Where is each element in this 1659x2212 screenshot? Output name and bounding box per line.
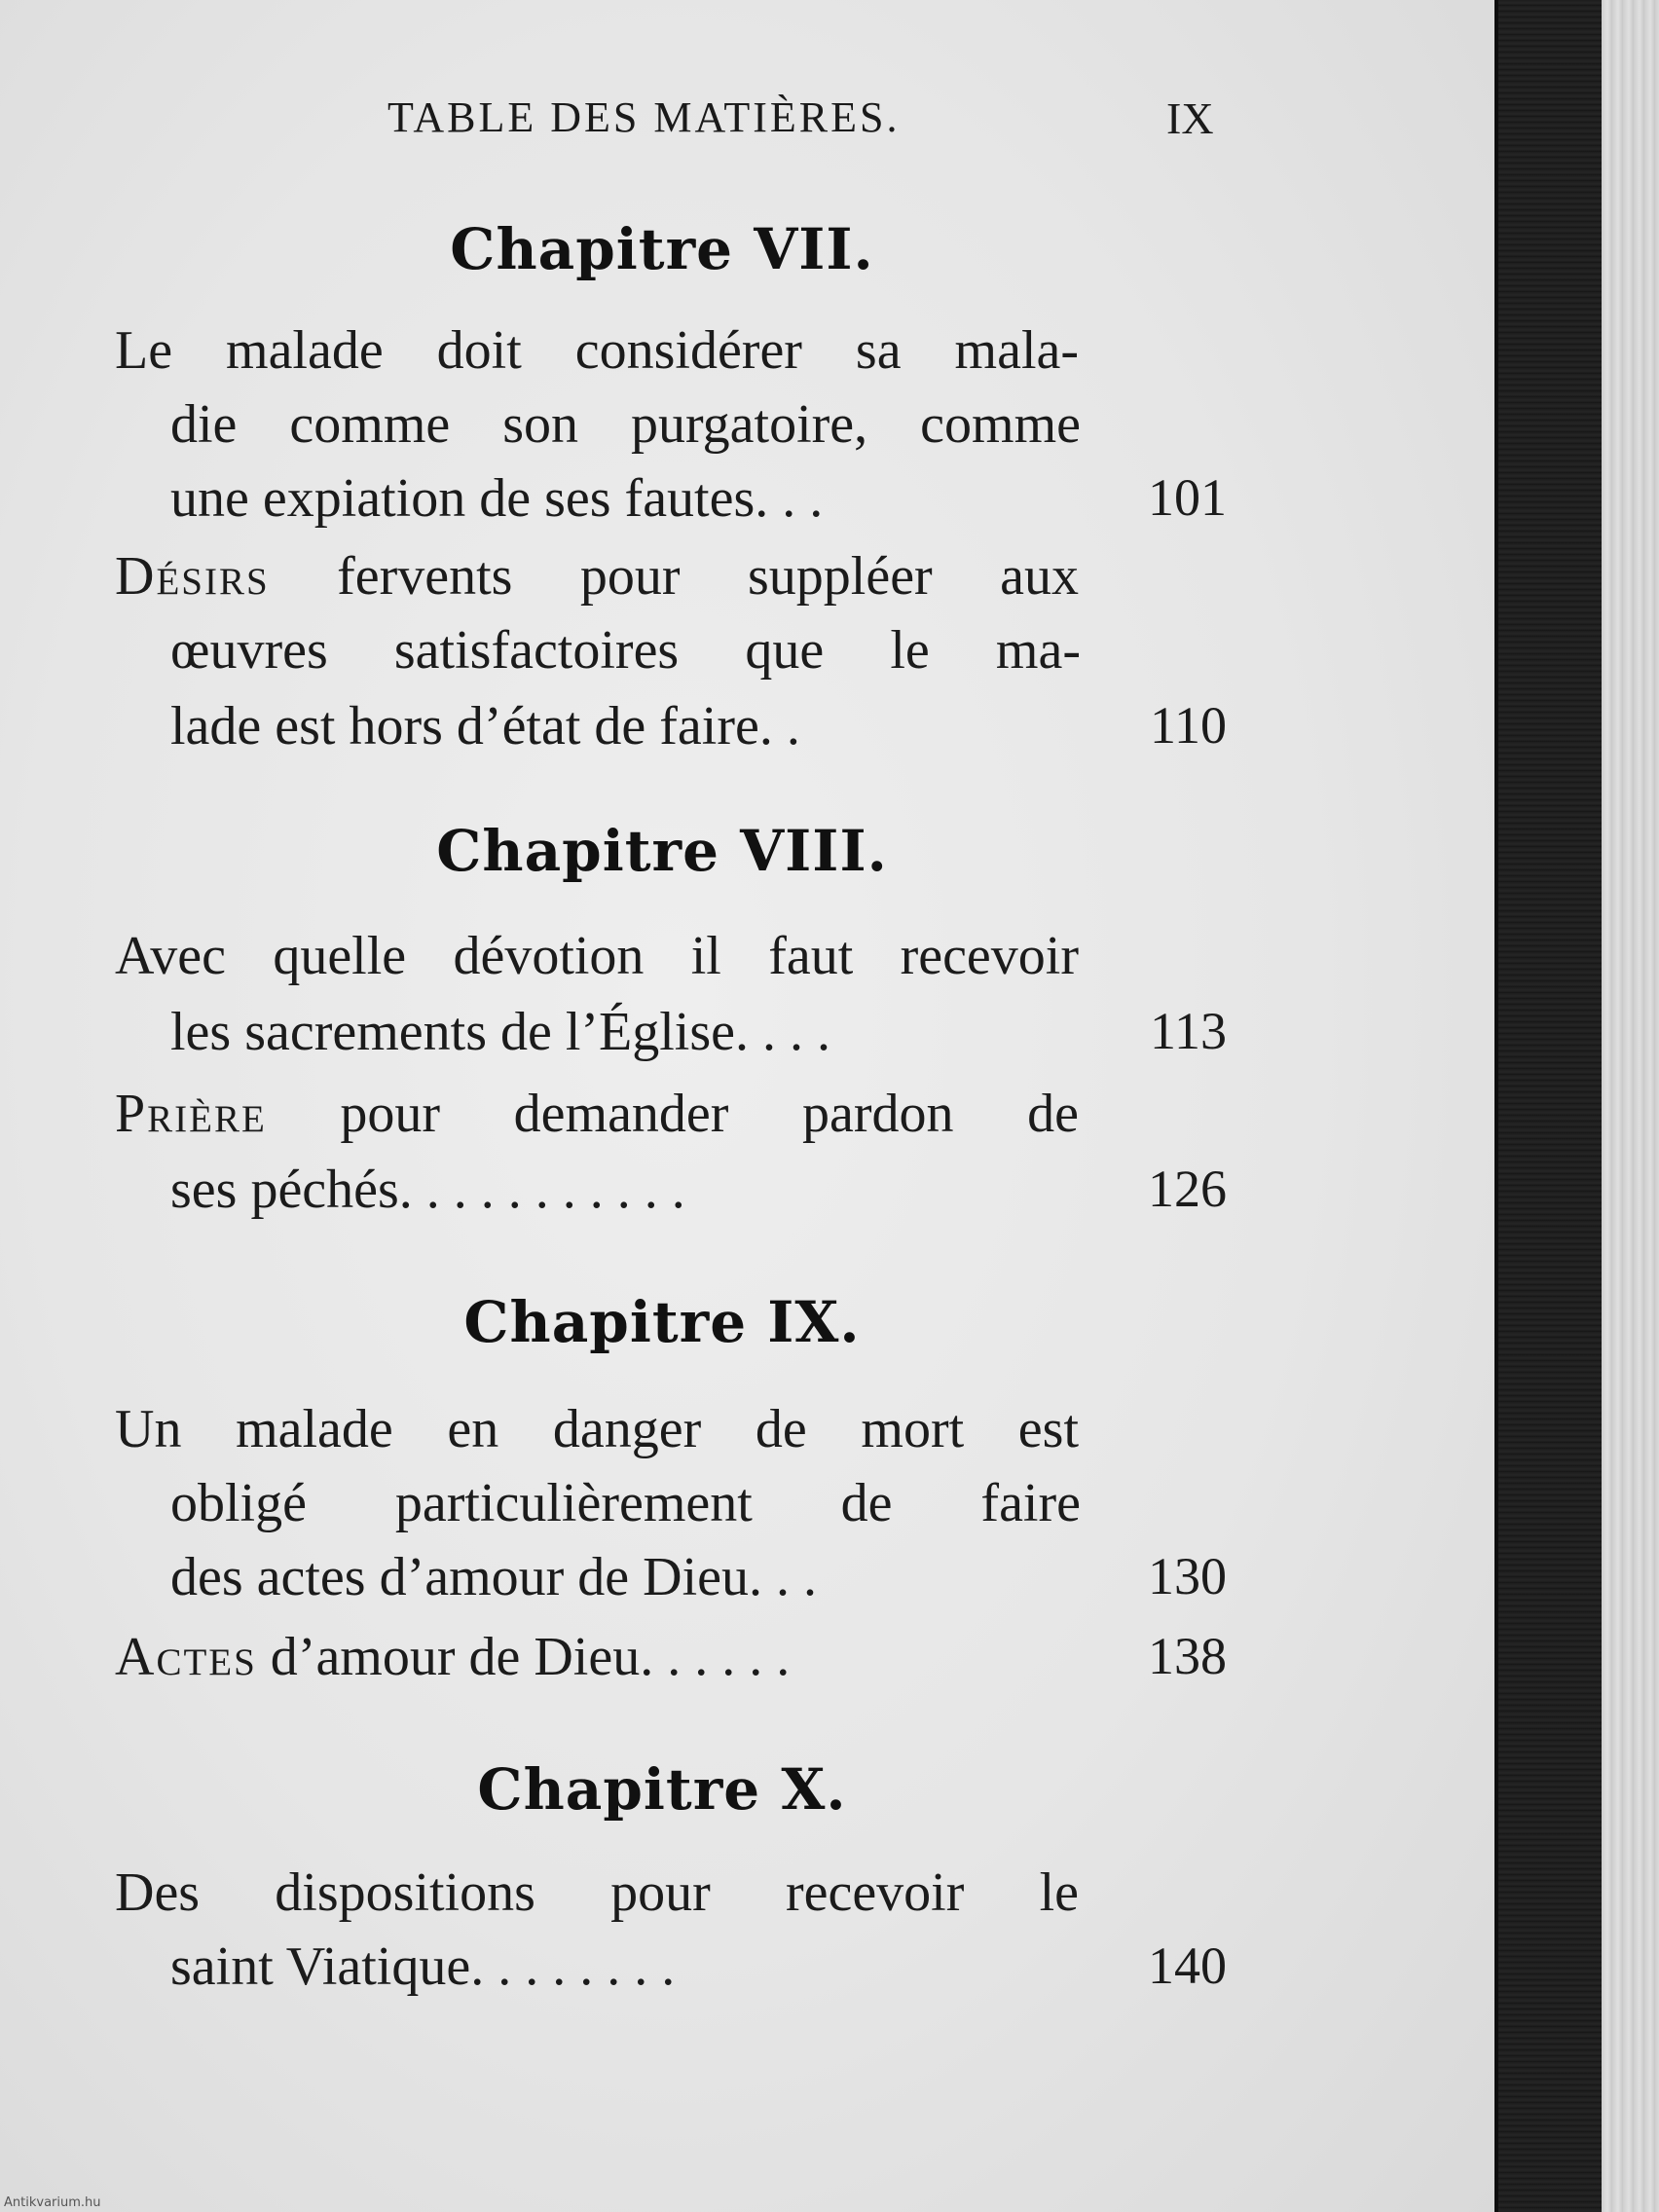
- entry-line: Désirs fervents pour suppléer aux: [115, 546, 1079, 607]
- entry-lead-word: Désirs: [115, 546, 270, 607]
- entry-page-number: 101: [1148, 468, 1227, 527]
- entry-page-number: 126: [1148, 1160, 1227, 1218]
- entry-line: Des dispositions pour recevoir le: [115, 1862, 1079, 1923]
- chapter-heading: Chapitre VII.: [450, 216, 874, 282]
- book-board-edge: [1602, 0, 1659, 2212]
- entry-line: Prière pour demander pardon de: [115, 1084, 1079, 1144]
- entry-page-number: 110: [1150, 696, 1227, 755]
- entry-line: die comme son purgatoire, comme: [170, 394, 1081, 455]
- entry-page-number: 130: [1148, 1547, 1227, 1605]
- entry-lead-word: Prière: [115, 1084, 267, 1144]
- page-folio: IX: [1166, 93, 1214, 143]
- entry-line: Le malade doit considérer sa mala-: [115, 320, 1079, 381]
- entry-page-number: 113: [1150, 1002, 1227, 1060]
- chapter-heading: Chapitre X.: [477, 1756, 847, 1823]
- running-head: TABLE DES MATIÈRES.: [387, 93, 901, 141]
- entry-line: œuvres satisfactoires que le ma-: [170, 620, 1081, 681]
- book-spine: [1494, 0, 1605, 2212]
- chapter-heading: Chapitre IX.: [463, 1289, 861, 1355]
- entry-line: Avec quelle dévotion il faut recevoir: [115, 926, 1079, 986]
- entry-line: une expiation de ses fautes. . .: [170, 468, 824, 529]
- entry-page-number: 140: [1148, 1936, 1227, 1995]
- entry-line: ses péchés. . . . . . . . . . .: [170, 1160, 685, 1220]
- entry-page-number: 138: [1148, 1627, 1227, 1685]
- entry-line: lade est hors d’état de faire. .: [170, 696, 800, 756]
- entry-line: Un malade en danger de mort est: [115, 1399, 1079, 1459]
- chapter-heading: Chapitre VIII.: [436, 818, 888, 884]
- entry-line: les sacrements de l’Église. . . .: [170, 1002, 831, 1062]
- entry-lead-word: Actes: [115, 1627, 257, 1687]
- entry-line: Actes d’amour de Dieu. . . . . .: [115, 1627, 791, 1687]
- entry-line: des actes d’amour de Dieu. . .: [170, 1547, 817, 1607]
- entry-line: saint Viatique. . . . . . . .: [170, 1936, 676, 1997]
- watermark: Antikvarium.hu: [4, 2195, 101, 2210]
- entry-line: obligé particulièrement de faire: [170, 1473, 1081, 1533]
